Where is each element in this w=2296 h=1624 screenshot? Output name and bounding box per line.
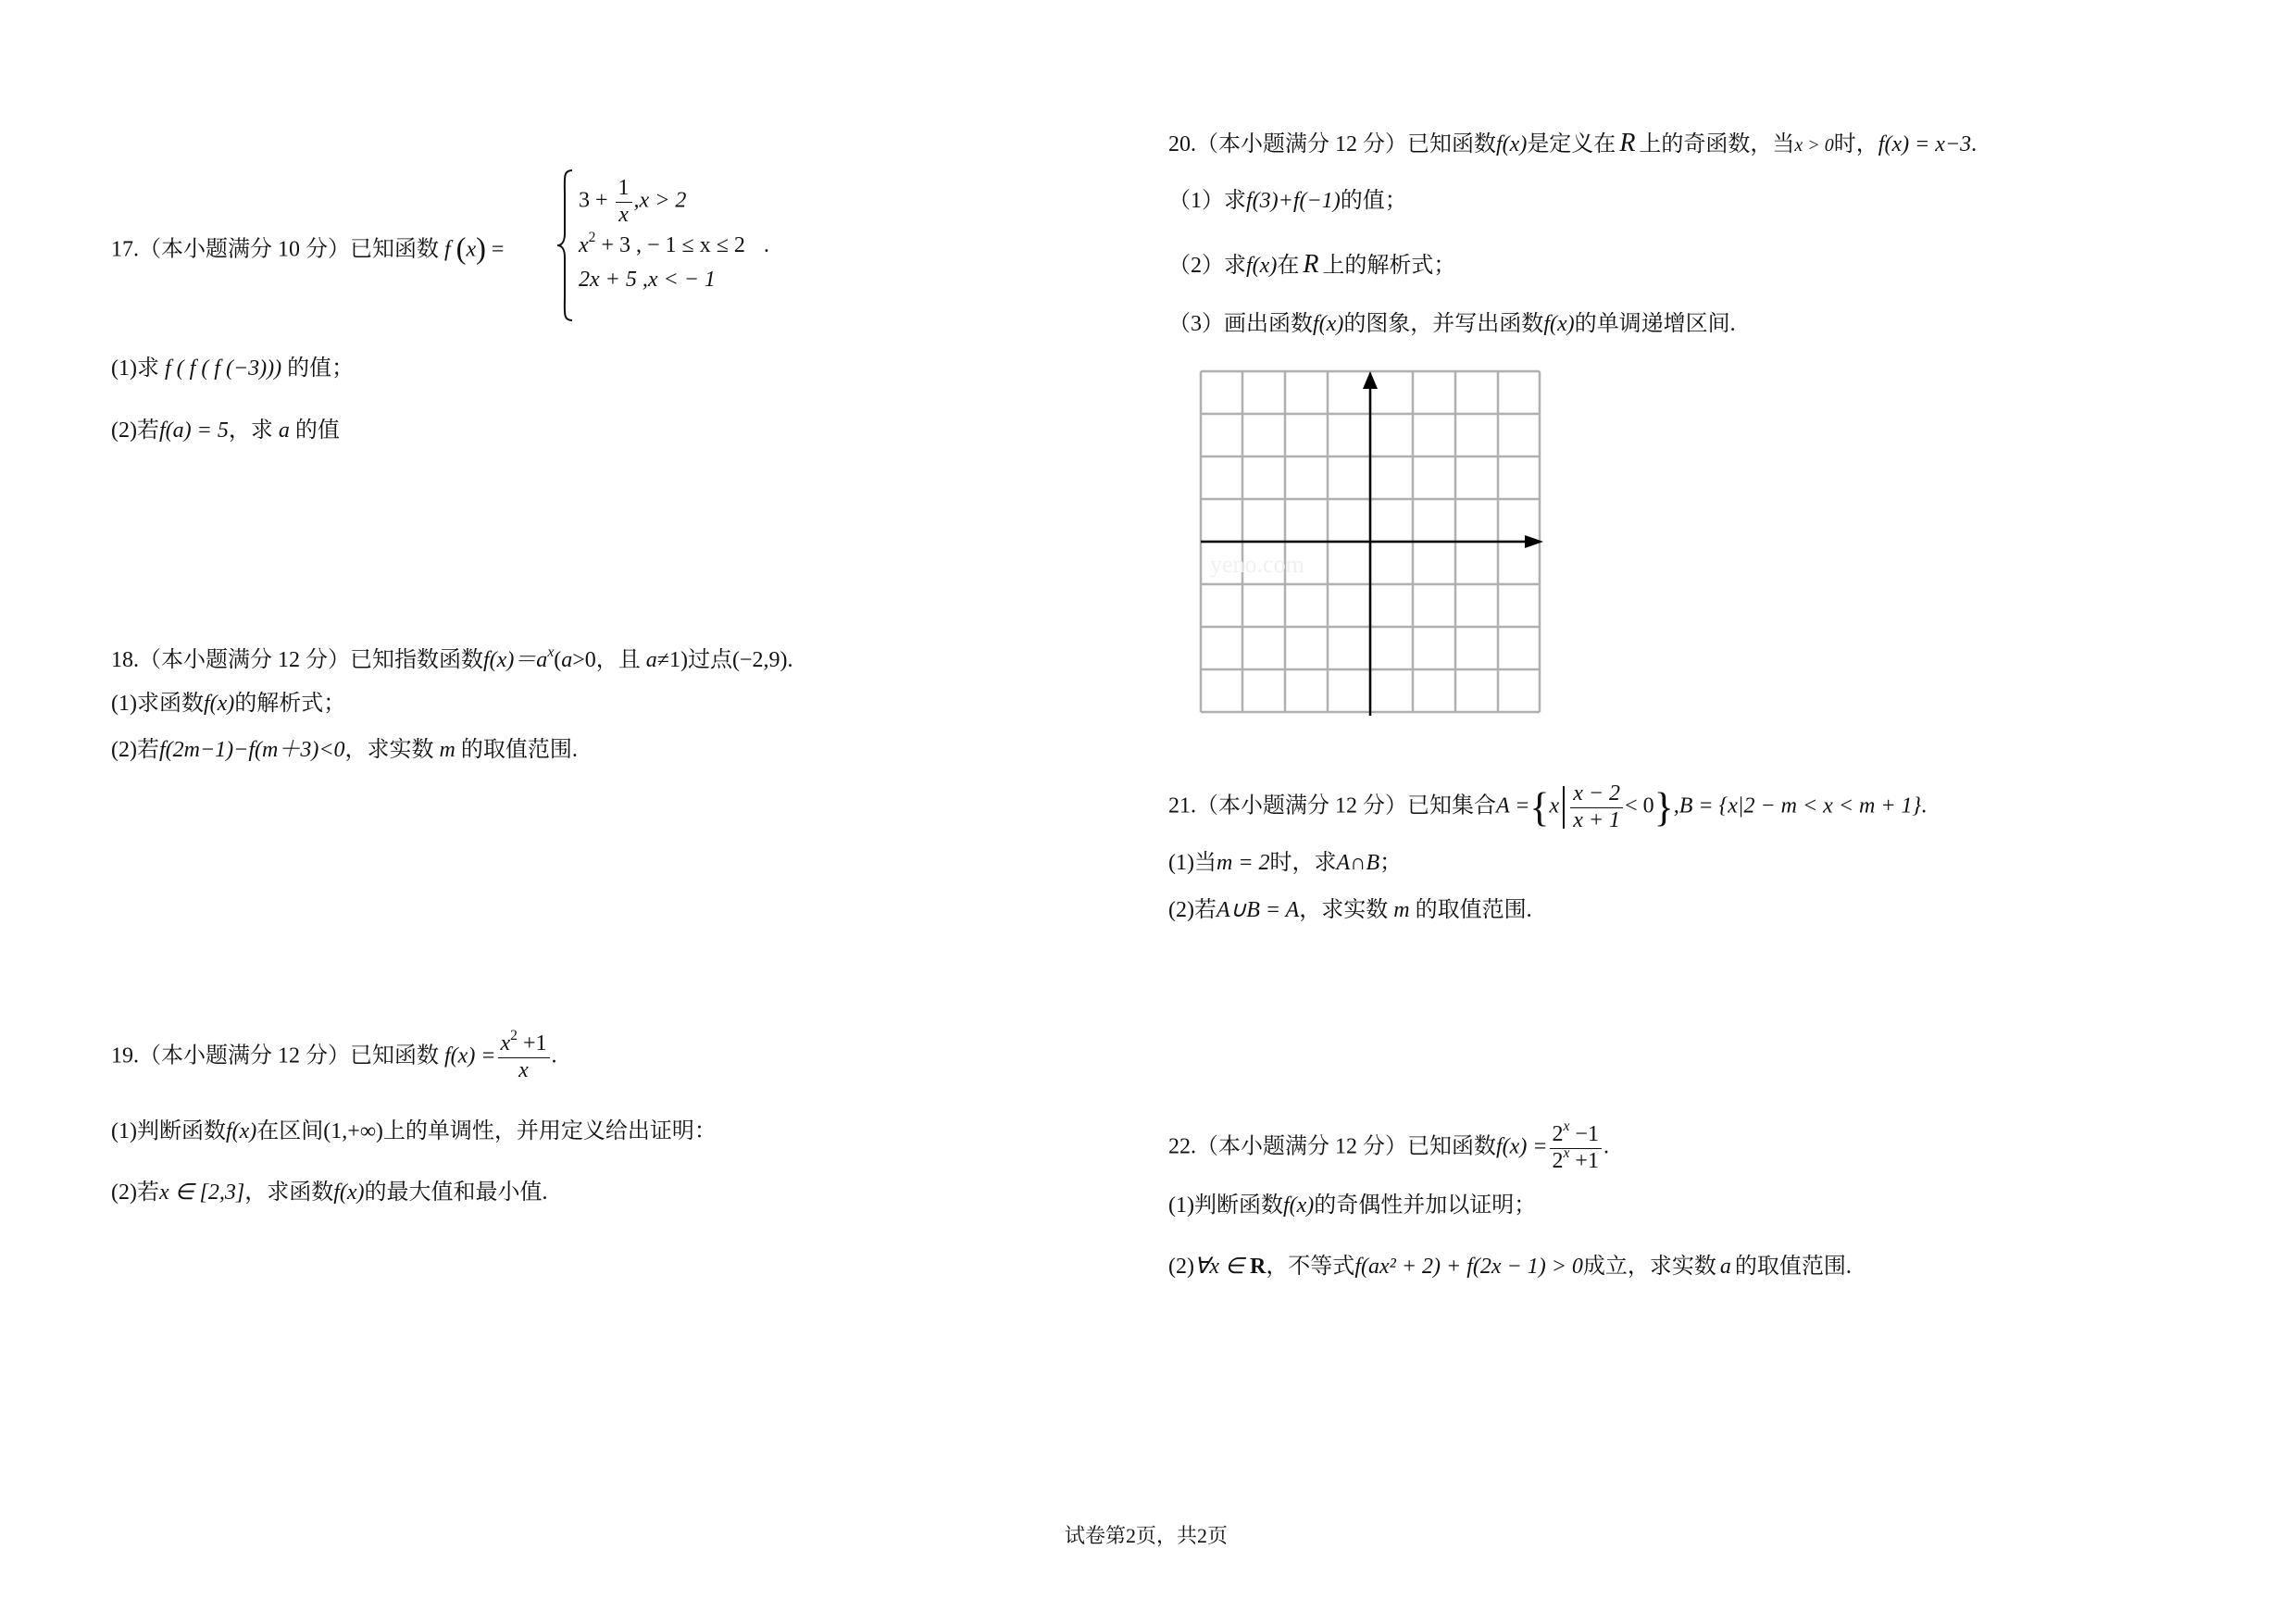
q20-text-3: 时， bbox=[1833, 132, 1878, 156]
q22-func: f(x) = bbox=[1496, 1134, 1548, 1159]
q17-piecewise-brace bbox=[555, 169, 576, 322]
part-middle: 时，求 bbox=[1269, 851, 1337, 875]
part-set-R: R bbox=[1303, 250, 1319, 279]
q18-part-1 bbox=[111, 693, 345, 715]
q18-number: 18. bbox=[111, 648, 139, 672]
part-math: f(2m−1)−f(m＋3)<0 bbox=[158, 738, 345, 762]
fraction-numerator: x − 2 bbox=[1570, 781, 1623, 808]
denominator-rest: +1 bbox=[1569, 1148, 1599, 1173]
part-label: (2)若 bbox=[111, 418, 159, 443]
q17-piece-3-expr: 2x + 5 ,x < − 1 bbox=[579, 268, 716, 292]
part-suffix: 的单调递增区间. bbox=[1574, 312, 1736, 336]
part-math-2: A∩B bbox=[1336, 851, 1380, 875]
q17-header-text: （本小题满分 10 分）已知函数 bbox=[139, 237, 439, 262]
q19-header bbox=[111, 1028, 557, 1083]
fraction-numerator bbox=[1550, 1118, 1602, 1149]
part-label: （1）求 bbox=[1168, 189, 1246, 213]
q21-set-A-label: A = bbox=[1496, 793, 1530, 818]
q19-period: . bbox=[551, 1043, 557, 1068]
q17-paren-close: ) bbox=[476, 232, 486, 266]
q20-rule: f(x) = x−3 bbox=[1878, 132, 1972, 156]
part-math: f(x) bbox=[1282, 1193, 1315, 1218]
numerator-base: x bbox=[500, 1031, 511, 1056]
part-middle: 在区间 bbox=[256, 1119, 324, 1143]
q17-func-var: x bbox=[466, 237, 477, 262]
q20-part-3 bbox=[1168, 313, 1736, 335]
q19-part-1 bbox=[111, 1120, 717, 1143]
part-suffix-prefix: ，求 bbox=[228, 418, 279, 443]
q18-header bbox=[111, 644, 793, 672]
q17-piece-2-rest: + 3 , − 1 ≤ x ≤ 2 bbox=[595, 233, 745, 257]
q17-piece-1-condition: ,x > 2 bbox=[633, 188, 687, 213]
q17-header bbox=[111, 234, 504, 264]
q22-header bbox=[1168, 1118, 1609, 1174]
part-label: (1)判断函数 bbox=[111, 1119, 226, 1143]
q17-piece-2-exponent: 2 bbox=[588, 230, 596, 246]
q22-number: 22. bbox=[1168, 1134, 1196, 1159]
q17-piece-1-expr: 3 + bbox=[579, 188, 614, 213]
set-A-var: x bbox=[1549, 793, 1560, 818]
q17-piece-3 bbox=[579, 269, 716, 291]
q17-piece-2 bbox=[579, 230, 769, 257]
q19-part-2 bbox=[111, 1181, 548, 1204]
part-middle: 在 bbox=[1277, 254, 1300, 278]
q21-part-1 bbox=[1168, 852, 1402, 874]
part-suffix-prefix: ，求实数 bbox=[344, 738, 440, 762]
part-math: f(3)+f(−1) bbox=[1246, 189, 1341, 213]
page-number-text: 试卷第2页，共2页 bbox=[1065, 1524, 1229, 1547]
part-set-R: R bbox=[1249, 1255, 1267, 1279]
q17-number: 17. bbox=[111, 237, 139, 262]
fraction-denominator: x bbox=[618, 202, 629, 227]
part-math: f ( f ( f (−3))) bbox=[164, 356, 282, 381]
part-label: (1)判断函数 bbox=[1168, 1193, 1283, 1218]
part-suffix: ； bbox=[1379, 851, 1403, 875]
fraction-denominator bbox=[1550, 1144, 1602, 1175]
q18-point: ≠1)过点(−2,9). bbox=[656, 648, 793, 672]
q18-func: f(x)＝a bbox=[483, 648, 548, 672]
part-middle: 的图象，并写出函数 bbox=[1343, 312, 1544, 336]
numerator-exponent: x bbox=[1563, 1118, 1570, 1135]
part-suffix: 的奇偶性并加以证明； bbox=[1314, 1193, 1537, 1218]
part-math: x ∈ [2,3] bbox=[158, 1181, 245, 1205]
numerator-exponent: 2 bbox=[510, 1028, 518, 1044]
part-middle: ，求函数 bbox=[244, 1181, 334, 1205]
q18-exponent: x bbox=[547, 644, 555, 661]
q18-part-2 bbox=[111, 739, 578, 761]
q19-number: 19. bbox=[111, 1043, 139, 1068]
y-axis-arrow-icon bbox=[1363, 371, 1378, 389]
part-middle: ，不等式 bbox=[1266, 1255, 1355, 1279]
q22-part-1 bbox=[1168, 1194, 1536, 1217]
fraction-numerator: 1 bbox=[616, 176, 632, 203]
q18-condition: >0，且 bbox=[572, 648, 641, 672]
fraction-denominator: x + 1 bbox=[1573, 807, 1621, 832]
q20-text-2: 上的奇函数，当 bbox=[1639, 132, 1795, 156]
page-footer bbox=[1065, 1520, 1228, 1549]
q21-header-text: （本小题满分 12 分）已知集合 bbox=[1196, 793, 1496, 818]
q17-piece-2-base: x bbox=[579, 233, 589, 257]
q18-var-a: a bbox=[561, 648, 573, 672]
q19-func: f(x) = bbox=[444, 1043, 496, 1068]
q21-set-A-fraction bbox=[1570, 781, 1623, 833]
part-math: f(x) bbox=[225, 1119, 257, 1143]
numerator-base: 2 bbox=[1552, 1122, 1564, 1146]
q21-header bbox=[1168, 781, 1927, 833]
q21-period: . bbox=[1921, 793, 1928, 818]
q17-part-2 bbox=[111, 419, 340, 442]
q20-period: . bbox=[1971, 132, 1978, 156]
part-suffix: 上的单调性，并用定义给出证明： bbox=[382, 1119, 717, 1143]
part-math: f(x) bbox=[1246, 254, 1278, 278]
part-label: (1)求 bbox=[111, 356, 159, 381]
set-brace-open: { bbox=[1529, 784, 1550, 831]
q20-condition: x > 0 bbox=[1794, 135, 1834, 156]
part-math-2: f(x) bbox=[1543, 312, 1575, 336]
q19-header-text: （本小题满分 12 分）已知函数 bbox=[139, 1043, 439, 1068]
part-math: f(ax² + 2) + f(2x − 1) > 0 bbox=[1354, 1255, 1583, 1279]
part-suffix-prefix: ，求实数 bbox=[1299, 898, 1394, 922]
fraction-denominator: x bbox=[518, 1057, 529, 1082]
q21-set-B: ,B = {x|2 − m < x < m + 1} bbox=[1673, 793, 1922, 818]
q20-text: 是定义在 bbox=[1527, 132, 1616, 156]
part-suffix: 的值 bbox=[289, 418, 340, 443]
q20-func: f(x) bbox=[1496, 132, 1528, 156]
q17-trailing-period: . bbox=[763, 233, 769, 257]
part-label: (2) bbox=[1168, 1255, 1194, 1279]
part-label: （3）画出函数 bbox=[1168, 312, 1313, 336]
part-var: m bbox=[439, 738, 455, 762]
part-math: A∪B = A bbox=[1216, 898, 1300, 922]
part-math-pre: ∀x ∈ bbox=[1193, 1255, 1250, 1279]
part-math: f(a) = 5 bbox=[158, 418, 229, 443]
part-var: a bbox=[1719, 1255, 1731, 1279]
q19-fraction bbox=[498, 1028, 550, 1083]
part-suffix: 的值； bbox=[1340, 189, 1407, 213]
part-interval: (1,+∞) bbox=[323, 1119, 383, 1143]
part-suffix: 的最大值和最小值. bbox=[364, 1181, 548, 1205]
part-middle-2: 成立，求实数 bbox=[1582, 1255, 1716, 1279]
part-math: f(x) bbox=[1313, 312, 1344, 336]
set-bar bbox=[1563, 786, 1565, 829]
numerator-rest: +1 bbox=[517, 1031, 547, 1056]
q18-header-text: （本小题满分 12 分）已知指数函数 bbox=[139, 648, 483, 672]
part-suffix: 的取值范围. bbox=[1734, 1255, 1852, 1279]
x-axis bbox=[1201, 535, 1543, 548]
q17-equals: = bbox=[491, 237, 505, 262]
q22-header-text: （本小题满分 12 分）已知函数 bbox=[1196, 1134, 1496, 1159]
part-label: (2)若 bbox=[1168, 898, 1217, 922]
numerator-rest: −1 bbox=[1569, 1122, 1599, 1146]
q17-paren-open: ( bbox=[455, 232, 467, 266]
q17-part-1 bbox=[111, 357, 354, 380]
part-suffix: 的取值范围. bbox=[1409, 898, 1532, 922]
set-brace-close: } bbox=[1653, 784, 1674, 831]
denominator-base: 2 bbox=[1552, 1148, 1564, 1173]
grid-watermark: yeno.com bbox=[1210, 551, 1304, 578]
q20-set-R: R bbox=[1619, 129, 1636, 157]
q17-piece-1 bbox=[579, 176, 686, 228]
part-label: (2)若 bbox=[111, 738, 159, 762]
part-label: (1)当 bbox=[1168, 851, 1217, 875]
q21-number: 21. bbox=[1168, 793, 1196, 818]
part-var: m bbox=[1393, 898, 1410, 922]
part-math: f(x) bbox=[203, 692, 235, 716]
q20-header-text: （本小题满分 12 分）已知函数 bbox=[1196, 132, 1496, 156]
fraction-numerator bbox=[498, 1028, 550, 1058]
part-suffix: 的解析式； bbox=[234, 692, 346, 716]
part-math: m = 2 bbox=[1216, 851, 1270, 875]
q18-paren: ( bbox=[554, 648, 562, 672]
part-label: (1)求函数 bbox=[111, 692, 204, 716]
q17-func-name: f bbox=[444, 237, 451, 262]
part-math-2: f(x) bbox=[333, 1181, 365, 1205]
q18-var-a-2: a bbox=[645, 648, 657, 672]
q20-part-1 bbox=[1168, 190, 1407, 212]
q21-part-2 bbox=[1168, 899, 1532, 921]
set-A-relation: < 0 bbox=[1625, 793, 1654, 818]
part-label: (2)若 bbox=[111, 1181, 159, 1205]
denominator-exponent: x bbox=[1563, 1144, 1570, 1161]
q20-number: 20. bbox=[1168, 132, 1196, 156]
y-axis bbox=[1363, 371, 1378, 716]
q17-piece-1-fraction bbox=[616, 176, 632, 228]
part-var: a bbox=[278, 418, 290, 443]
part-suffix: 的取值范围. bbox=[455, 738, 578, 762]
part-suffix: 的值； bbox=[287, 356, 355, 381]
q22-fraction bbox=[1550, 1118, 1602, 1174]
q20-header bbox=[1168, 131, 1977, 156]
part-suffix: 上的解析式； bbox=[1322, 254, 1456, 278]
q22-period: . bbox=[1603, 1134, 1609, 1159]
part-label: （2）求 bbox=[1168, 254, 1246, 278]
q20-part-2 bbox=[1168, 252, 1455, 278]
q22-part-2 bbox=[1168, 1255, 1852, 1278]
q20-coordinate-grid bbox=[1199, 369, 1555, 716]
